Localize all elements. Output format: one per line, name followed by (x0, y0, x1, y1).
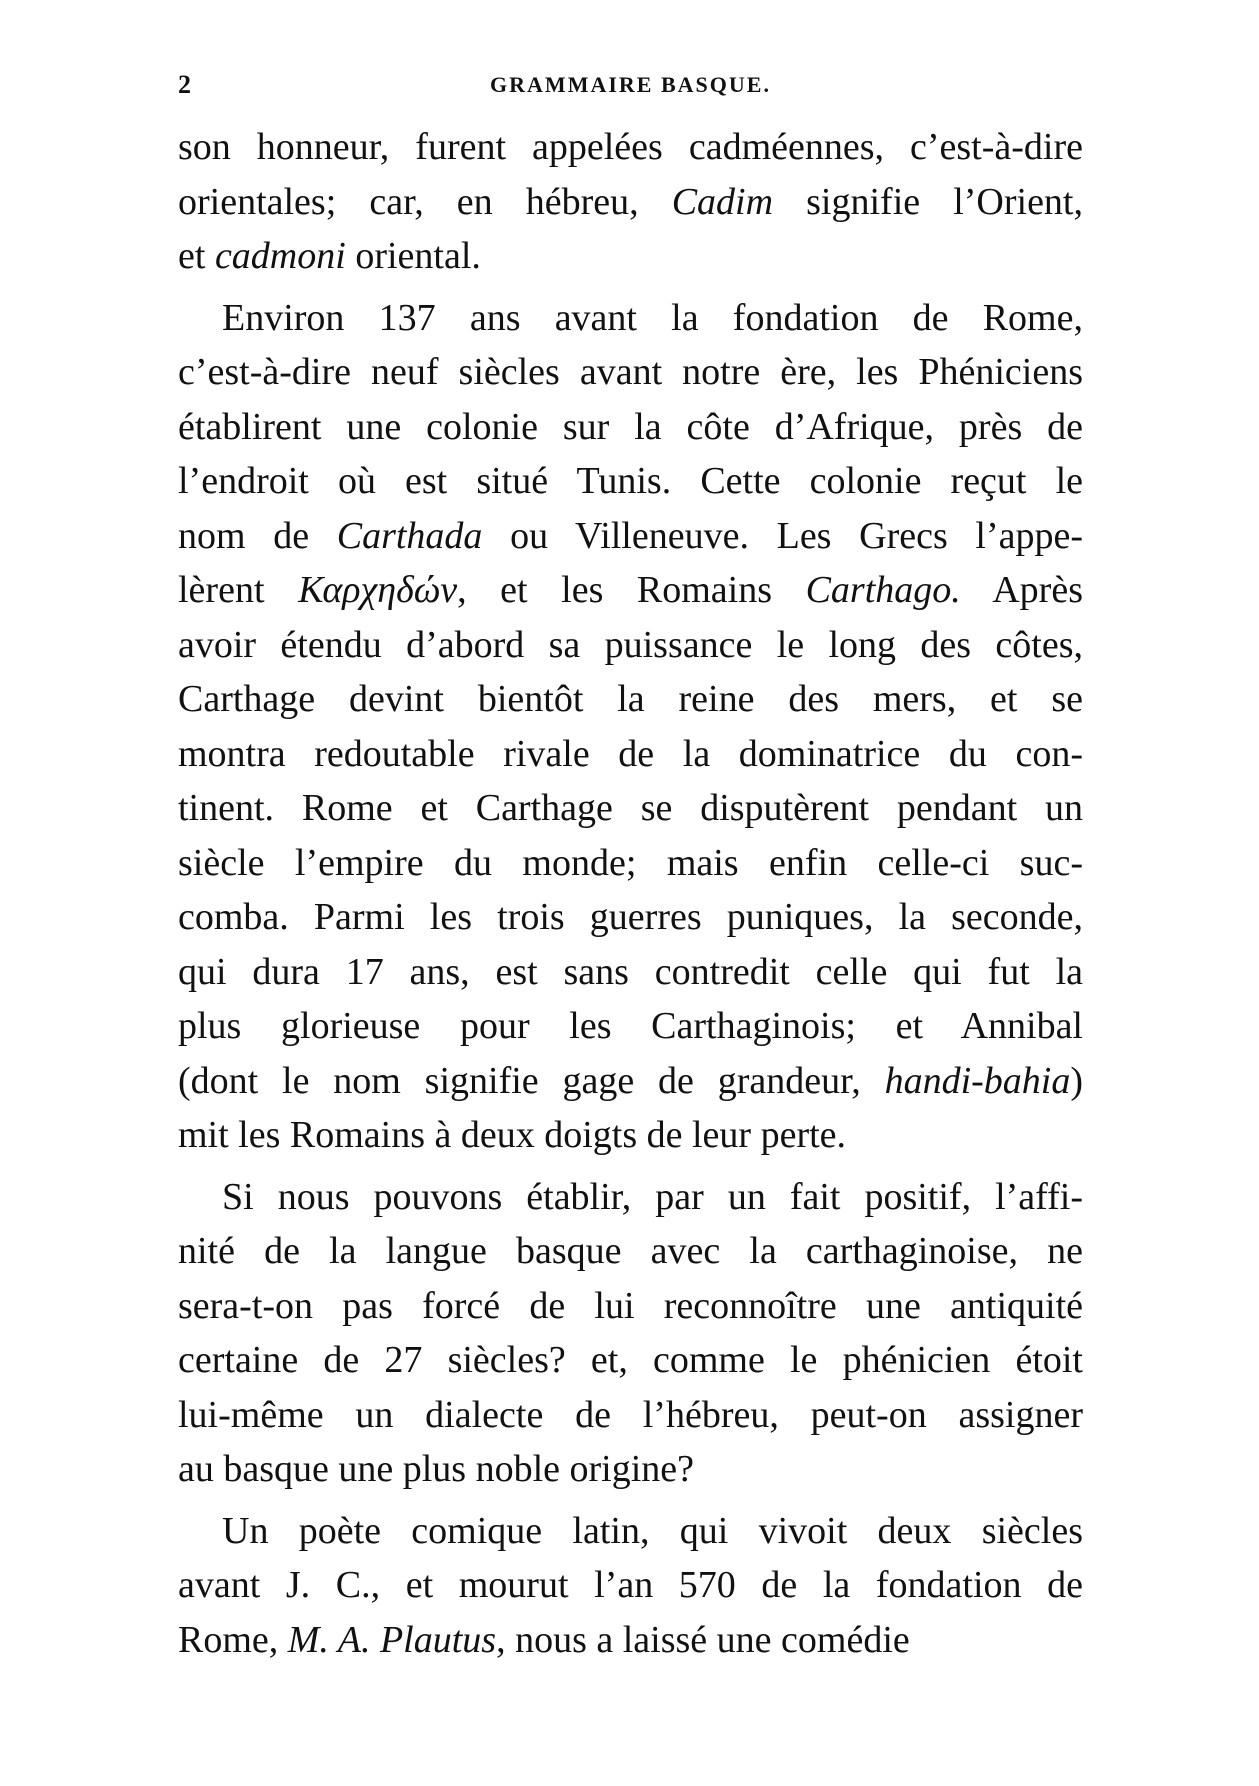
text-line (178, 400, 1083, 455)
text-run: Carthage devint bientôt la reine des mers, et se (178, 678, 1083, 720)
text-line (178, 120, 1083, 175)
text-run: siècle l’empire du monde; mais enfin celle-ci suc- (178, 841, 1083, 884)
text-run: montra redoutable rivale de la dominatrice du con- (178, 732, 1083, 775)
text-run: au basque une plus noble origine? (178, 1448, 695, 1490)
italic-text: Καρχηδών (298, 569, 458, 611)
italic-text: Carthago. (805, 569, 961, 611)
page-number: 2 (178, 70, 191, 99)
text-run: plus glorieuse pour les Carthaginois; et Annibal (178, 1005, 1083, 1047)
text-run: , et les Romains (457, 569, 806, 611)
text-run: Si nous pouvons établir, par un fait positif, l’affi- (222, 1175, 1083, 1218)
text-line (178, 1224, 1083, 1279)
text-line (178, 229, 1083, 284)
paragraph (178, 291, 1083, 1163)
text-line (178, 672, 1083, 727)
text-line (178, 1279, 1083, 1334)
paragraph-gap (178, 1163, 1083, 1170)
paragraph (178, 1504, 1083, 1668)
text-run: oriental. (345, 235, 481, 277)
text-line (178, 1442, 1083, 1497)
text-run: Rome, (178, 1618, 288, 1661)
text-line (178, 1108, 1083, 1163)
text-line (178, 1054, 1083, 1109)
italic-text: handi-bahia (884, 1059, 1071, 1102)
italic-text: Cadim (671, 180, 774, 223)
text-run: tinent. Rome et Carthage se disputèrent pendant un (178, 787, 1083, 829)
text-run: avant J. C., et mourut l’an 570 de la fondation de (178, 1564, 1083, 1606)
italic-text: cadmoni (214, 235, 346, 277)
paragraph (178, 120, 1083, 284)
text-run: l’endroit où est situé Tunis. Cette colonie reçut le (178, 460, 1083, 502)
text-line (178, 291, 1083, 346)
text-line (178, 1558, 1083, 1613)
text-line (178, 781, 1083, 836)
text-run: c’est-à-dire neuf siècles avant notre ère, les Phéniciens (178, 351, 1083, 393)
text-run: signifie l’Orient, (773, 180, 1083, 223)
text-run: avoir étendu d’abord sa puissance le long des côtes, (178, 623, 1083, 666)
italic-text: M. A. Plautus (287, 1618, 497, 1661)
text-run: ) (1070, 1059, 1083, 1102)
text-run: orientales; car, en hébreu, (178, 180, 672, 223)
text-line (178, 345, 1083, 400)
text-line (178, 1170, 1083, 1225)
text-line (178, 890, 1083, 945)
text-run: lèrent (178, 569, 299, 611)
text-run: Environ 137 ans avant la fondation de Rome, (222, 296, 1083, 339)
text-line (178, 175, 1083, 230)
text-line (178, 1388, 1083, 1443)
text-line (178, 727, 1083, 782)
text-line (178, 509, 1083, 564)
text-line (178, 945, 1083, 1000)
text-line (178, 999, 1083, 1054)
text-line (178, 563, 1083, 618)
running-head: GRAMMAIRE BASQUE. (490, 72, 771, 97)
text-line (178, 618, 1083, 673)
text-run: , nous a laissé une comédie (496, 1618, 910, 1661)
text-run: ou Villeneuve. Les Grecs l’appe- (482, 514, 1083, 557)
text-run: son honneur, furent appelées cadméennes, c’est-à-dire (178, 126, 1083, 168)
page-header (178, 70, 1083, 110)
body-text (178, 120, 1083, 1667)
text-run: et (178, 235, 215, 277)
text-line (178, 1333, 1083, 1388)
text-line (178, 836, 1083, 891)
text-run: comba. Parmi les trois guerres puniques, la seconde, (178, 896, 1083, 938)
text-line (178, 1613, 1083, 1668)
paragraph-gap (178, 284, 1083, 291)
text-run: établirent une colonie sur la côte d’Afrique, près de (178, 405, 1083, 448)
paragraph (178, 1170, 1083, 1497)
text-run: certaine de 27 siècles? et, comme le phénicien étoit (178, 1339, 1083, 1381)
italic-text: Carthada (336, 514, 483, 557)
text-run: nité de la langue basque avec la carthaginoise, ne (178, 1230, 1083, 1272)
text-run: Après (960, 569, 1083, 611)
text-line (178, 1504, 1083, 1559)
text-run: nom de (178, 514, 337, 557)
text-run: (dont le nom signifie gage de grandeur, (178, 1059, 885, 1102)
text-run: mit les Romains à deux doigts de leur perte. (178, 1114, 847, 1156)
text-run: sera-t-on pas forcé de lui reconnoître une antiquité (178, 1284, 1083, 1327)
text-run: Un poète comique latin, qui vivoit deux siècles (222, 1509, 1083, 1552)
text-run: lui-même un dialecte de l’hébreu, peut-on assigner (178, 1393, 1083, 1436)
text-run: qui dura 17 ans, est sans contredit celle qui fut la (178, 950, 1083, 993)
text-line (178, 454, 1083, 509)
paragraph-gap (178, 1497, 1083, 1504)
